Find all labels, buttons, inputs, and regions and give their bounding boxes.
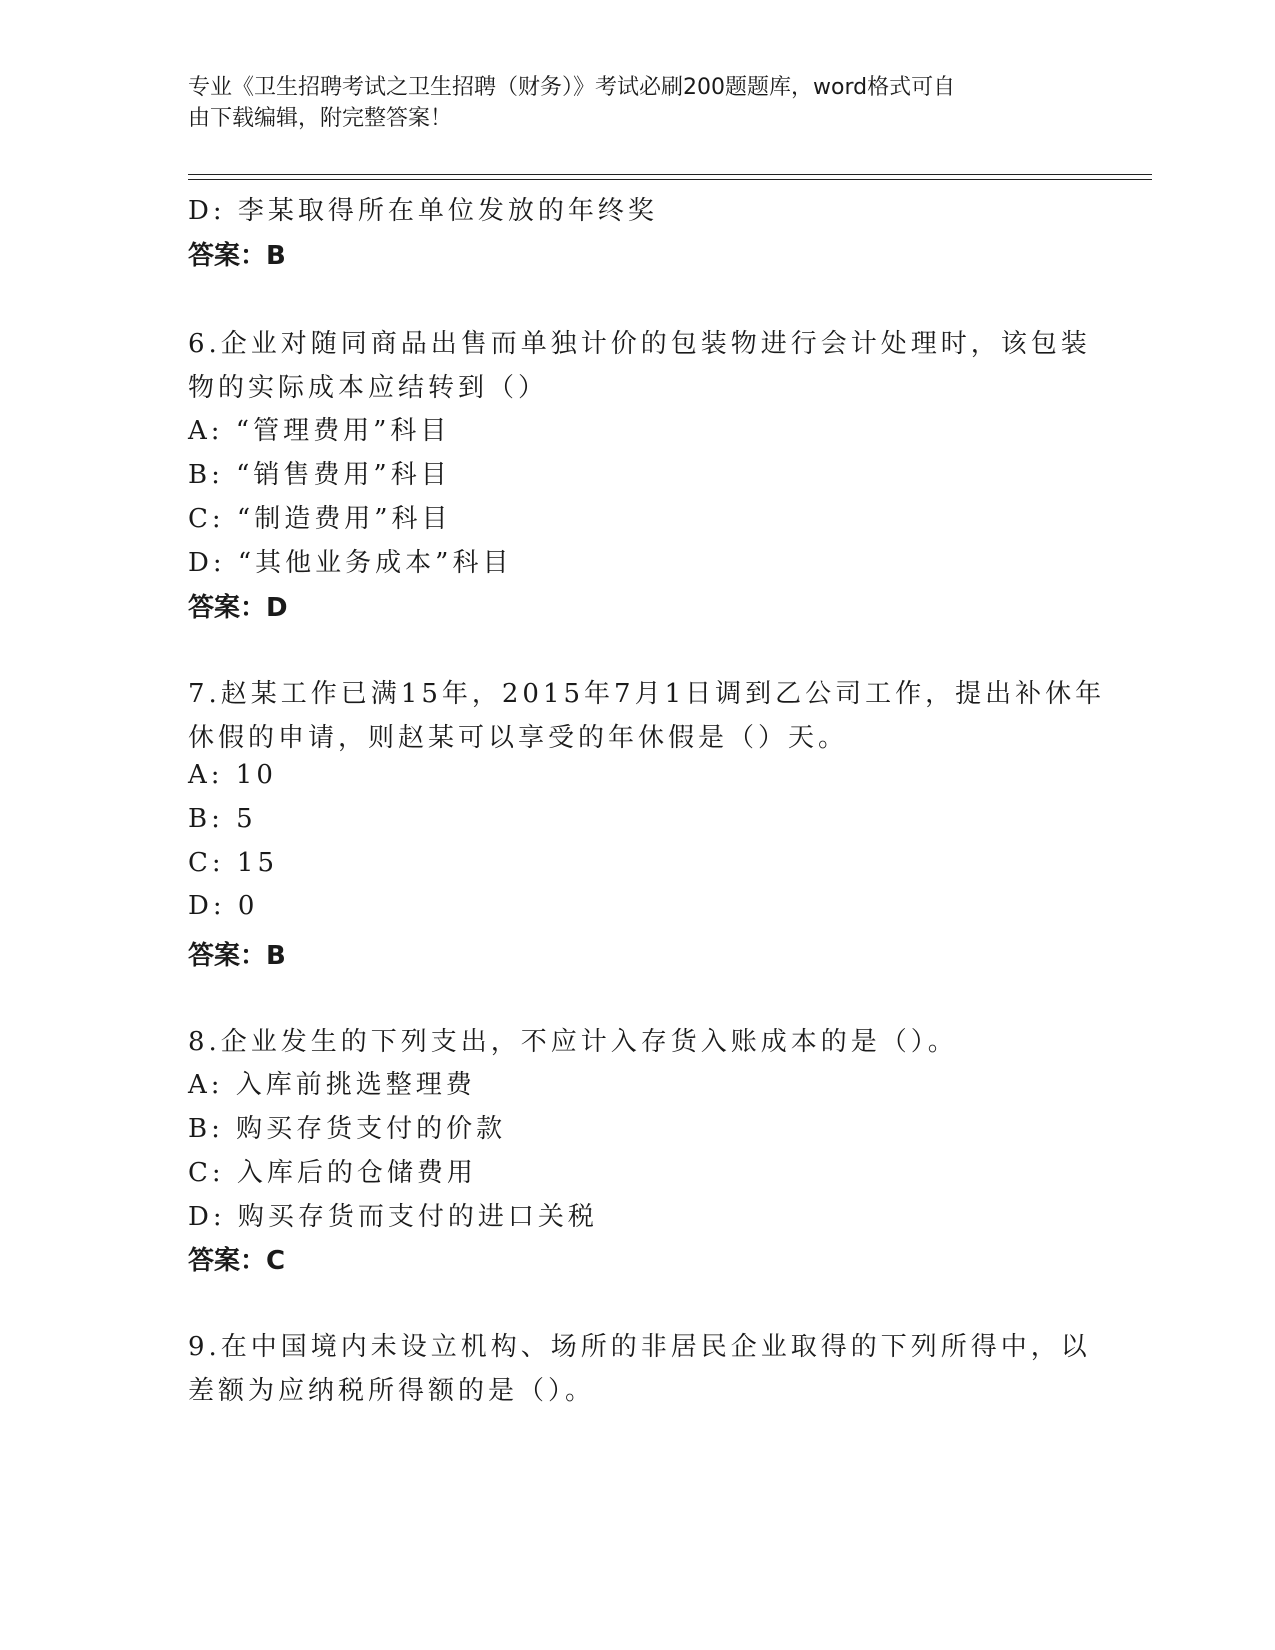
header-line-1: 专业《卫生招聘考试之卫生招聘（财务）》考试必刷200题题库，word格式可自 xyxy=(188,75,956,100)
q7-stem-line-1: 7.赵某工作已满15年，2015年7月1日调到乙公司工作，提出补休年 xyxy=(188,679,1106,709)
q7-answer: 答案：B xyxy=(188,941,286,971)
q9-stem-line-1: 9.在中国境内未设立机构、场所的非居民企业取得的下列所得中，以 xyxy=(188,1332,1091,1362)
q8-option-d: D: 购买存货而支付的进口关税 xyxy=(188,1202,598,1232)
prev-answer: 答案：B xyxy=(188,241,286,271)
q7-option-c: C: 15 xyxy=(188,848,279,878)
q8-answer: 答案：C xyxy=(188,1246,286,1276)
q8-option-c: C: 入库后的仓储费用 xyxy=(188,1158,477,1188)
q6-option-a: A: “管理费用”科目 xyxy=(188,416,451,446)
header-divider-bottom xyxy=(188,179,1152,180)
q6-answer: 答案：D xyxy=(188,593,288,623)
q6-stem-line-1: 6.企业对随同商品出售而单独计价的包装物进行会计处理时，该包装 xyxy=(188,329,1091,359)
document-header xyxy=(188,72,1088,134)
header-divider-top xyxy=(188,174,1152,175)
q8-stem-line-1: 8.企业发生的下列支出，不应计入存货入账成本的是（）。 xyxy=(188,1027,958,1057)
header-line-2: 由下载编辑，附完整答案！ xyxy=(188,106,453,131)
q7-option-d: D: 0 xyxy=(188,891,259,921)
q6-option-d: D: “其他业务成本”科目 xyxy=(188,548,513,578)
q6-stem-line-2: 物的实际成本应结转到（） xyxy=(188,373,549,403)
prev-option-d: D: 李某取得所在单位发放的年终奖 xyxy=(188,196,658,226)
q8-option-a: A: 入库前挑选整理费 xyxy=(188,1070,476,1100)
q7-option-b: B: 5 xyxy=(188,804,257,834)
q7-stem-line-2: 休假的申请，则赵某可以享受的年休假是（）天。 xyxy=(188,723,849,753)
q7-option-a: A: 10 xyxy=(188,760,277,790)
q8-option-b: B: 购买存货支付的价款 xyxy=(188,1114,507,1144)
q9-stem-line-2: 差额为应纳税所得额的是（）。 xyxy=(188,1376,596,1406)
q6-option-c: C: “制造费用”科目 xyxy=(188,504,452,534)
q6-option-b: B: “销售费用”科目 xyxy=(188,460,451,490)
